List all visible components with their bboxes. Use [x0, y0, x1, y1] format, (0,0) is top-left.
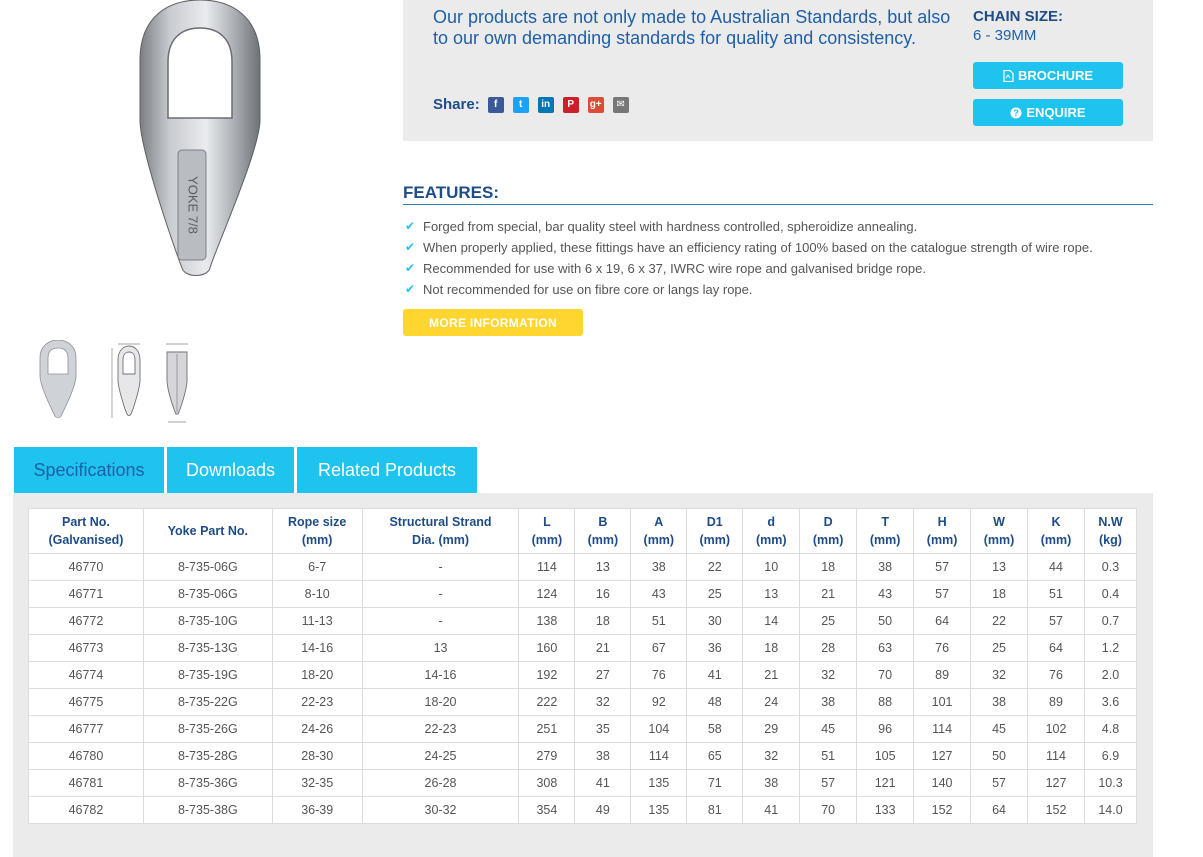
product-main-image [130, 0, 270, 280]
column-header-line: A [654, 515, 664, 529]
column-header [272, 509, 362, 554]
column-header [857, 509, 914, 554]
table-cell: 46781 [29, 770, 144, 797]
thumbnail-product-photo[interactable] [36, 340, 80, 418]
table-cell: 28-30 [272, 743, 362, 770]
column-header-line: (mm) [531, 533, 563, 547]
column-header-line: Structural Strand [389, 515, 492, 529]
table-row [29, 581, 1137, 608]
feature-item [405, 237, 1093, 258]
table-cell: 57 [800, 770, 857, 797]
column-header-line: D1 [706, 515, 723, 529]
tab-related-products[interactable]: Related Products [297, 447, 477, 493]
table-cell: - [362, 608, 519, 635]
table-cell: 88 [857, 689, 914, 716]
more-information-button[interactable]: MORE INFORMATION [403, 309, 583, 336]
table-cell: 14-16 [272, 635, 362, 662]
table-cell: 43 [631, 581, 687, 608]
feature-text: Recommended for use with 6 x 19, 6 x 37, IWRC wire rope and galvanised bridge rope. [423, 261, 926, 276]
table-cell: 124 [519, 581, 575, 608]
question-circle-icon [1010, 107, 1022, 119]
features-heading: FEATURES: [403, 183, 1153, 205]
table-cell: 308 [519, 770, 575, 797]
table-cell: 57 [914, 554, 971, 581]
table-cell: 13 [575, 554, 631, 581]
feature-item [405, 279, 1093, 300]
table-cell: 18 [971, 581, 1028, 608]
table-cell: 57 [1028, 608, 1085, 635]
chain-size-value: 6 - 39MM [973, 27, 1037, 44]
table-cell: 38 [857, 554, 914, 581]
table-cell: 41 [687, 662, 743, 689]
table-cell: 45 [800, 716, 857, 743]
table-cell: 44 [1028, 554, 1085, 581]
table-cell: 67 [631, 635, 687, 662]
twitter-icon[interactable]: t [513, 97, 529, 113]
table-cell: 38 [575, 743, 631, 770]
table-cell: 76 [1028, 662, 1085, 689]
table-cell: 76 [631, 662, 687, 689]
column-header-line: B [598, 515, 608, 529]
table-cell: 22 [971, 608, 1028, 635]
table-cell: 4.8 [1084, 716, 1136, 743]
tab-specifications[interactable]: Specifications [14, 447, 164, 493]
table-cell: 114 [914, 716, 971, 743]
svg-text:?: ? [1013, 107, 1020, 118]
column-header-line: K [1051, 515, 1061, 529]
table-cell: 41 [743, 797, 800, 824]
table-cell: 101 [914, 689, 971, 716]
column-header [362, 509, 519, 554]
table-cell: 36 [687, 635, 743, 662]
table-cell: 24 [743, 689, 800, 716]
table-cell: 18 [575, 608, 631, 635]
column-header [1084, 509, 1136, 554]
thumbnail-gallery [36, 340, 206, 425]
table-cell: 36-39 [272, 797, 362, 824]
table-cell: 22-23 [272, 689, 362, 716]
column-header [743, 509, 800, 554]
table-cell: - [362, 554, 519, 581]
feature-text: Forged from special, bar quality steel with hardness controlled, spheroidize annealing. [423, 219, 918, 234]
table-cell: 38 [631, 554, 687, 581]
table-cell: 121 [857, 770, 914, 797]
table-cell: 64 [914, 608, 971, 635]
table-cell: 222 [519, 689, 575, 716]
table-cell: 46772 [29, 608, 144, 635]
table-cell: 35 [575, 716, 631, 743]
share-icons [488, 97, 629, 113]
table-cell: 92 [631, 689, 687, 716]
facebook-icon[interactable]: f [488, 97, 504, 113]
table-cell: 26-28 [362, 770, 519, 797]
table-cell: 25 [971, 635, 1028, 662]
email-icon[interactable]: ✉ [613, 97, 629, 113]
table-cell: 0.7 [1084, 608, 1136, 635]
table-cell: 114 [631, 743, 687, 770]
table-cell: 24-26 [272, 716, 362, 743]
table-cell: 46774 [29, 662, 144, 689]
table-cell: 8-735-19G [143, 662, 272, 689]
specifications-table [28, 508, 1137, 824]
brochure-button[interactable] [973, 62, 1123, 89]
table-cell: 140 [914, 770, 971, 797]
chain-size [973, 8, 1063, 44]
table-cell: 3.6 [1084, 689, 1136, 716]
table-cell: 105 [857, 743, 914, 770]
table-cell: 160 [519, 635, 575, 662]
table-row [29, 554, 1137, 581]
table-cell: 8-735-13G [143, 635, 272, 662]
table-cell: 46773 [29, 635, 144, 662]
check-icon: ✔ [405, 240, 416, 254]
column-header-line: (mm) [301, 533, 333, 547]
brochure-button-label: BROCHURE [1017, 68, 1094, 83]
feature-item [405, 216, 1093, 237]
table-cell: 46775 [29, 689, 144, 716]
google-plus-icon[interactable]: g+ [588, 97, 604, 113]
table-cell: 46780 [29, 743, 144, 770]
table-cell: 0.3 [1084, 554, 1136, 581]
column-header-line: (mm) [699, 533, 731, 547]
table-cell: 102 [1028, 716, 1085, 743]
table-cell: 89 [914, 662, 971, 689]
column-header-line: Dia. (mm) [412, 533, 469, 547]
table-cell: 32 [575, 689, 631, 716]
table-cell: 133 [857, 797, 914, 824]
table-cell: 104 [631, 716, 687, 743]
table-cell: 27 [575, 662, 631, 689]
column-header-line: L [543, 515, 551, 529]
table-cell: 64 [971, 797, 1028, 824]
table-cell: 138 [519, 608, 575, 635]
table-cell: 29 [743, 716, 800, 743]
table-cell: 70 [857, 662, 914, 689]
table-cell: 114 [519, 554, 575, 581]
column-header-line: D [823, 515, 833, 529]
table-cell: 251 [519, 716, 575, 743]
column-header [1028, 509, 1085, 554]
chain-size-title: CHAIN SIZE: [973, 8, 1063, 25]
table-cell: 13 [971, 554, 1028, 581]
table-row [29, 635, 1137, 662]
column-header [575, 509, 631, 554]
table-cell: 64 [1028, 635, 1085, 662]
table-cell: 65 [687, 743, 743, 770]
table-cell: 114 [1028, 743, 1085, 770]
table-cell: 135 [631, 797, 687, 824]
table-cell: 48 [687, 689, 743, 716]
table-cell: 51 [800, 743, 857, 770]
table-row [29, 797, 1137, 824]
column-header-line: (mm) [869, 533, 901, 547]
features-list [405, 216, 1093, 300]
table-cell: 50 [857, 608, 914, 635]
feature-text: When properly applied, these fittings have an efficiency rating of 100% based on the catalogue strength of wire rope. [423, 240, 1093, 255]
table-cell: 18-20 [362, 689, 519, 716]
table-cell: 25 [687, 581, 743, 608]
table-row [29, 770, 1137, 797]
column-header-line: (kg) [1099, 533, 1122, 547]
table-cell: 32 [971, 662, 1028, 689]
table-cell: - [362, 581, 519, 608]
column-header-line: H [937, 515, 947, 529]
table-cell: 8-735-36G [143, 770, 272, 797]
column-header [143, 509, 272, 554]
feature-text: Not recommended for use on fibre core or langs lay rope. [423, 282, 753, 297]
pinterest-icon[interactable]: P [563, 97, 579, 113]
table-cell: 13 [362, 635, 519, 662]
column-header [800, 509, 857, 554]
table-cell: 152 [914, 797, 971, 824]
table-cell: 41 [575, 770, 631, 797]
enquire-button[interactable] [973, 99, 1123, 126]
table-cell: 51 [631, 608, 687, 635]
table-cell: 58 [687, 716, 743, 743]
table-cell: 18 [743, 635, 800, 662]
table-cell: 30-32 [362, 797, 519, 824]
table-cell: 22-23 [362, 716, 519, 743]
column-header [631, 509, 687, 554]
table-cell: 51 [1028, 581, 1085, 608]
table-row [29, 608, 1137, 635]
table-row [29, 662, 1137, 689]
column-header-line: N.W [1098, 515, 1123, 529]
table-cell: 10 [743, 554, 800, 581]
table-cell: 46777 [29, 716, 144, 743]
column-header-line: (mm) [926, 533, 958, 547]
table-cell: 76 [914, 635, 971, 662]
table-cell: 81 [687, 797, 743, 824]
column-header-line: d [767, 515, 776, 529]
table-cell: 46770 [29, 554, 144, 581]
table-cell: 24-25 [362, 743, 519, 770]
table-cell: 70 [800, 797, 857, 824]
product-intro-text: Our products are not only made to Australian Standards, but also to our own demanding standards for quality and consistency. [433, 7, 951, 48]
pdf-file-icon [1003, 70, 1014, 82]
table-cell: 18 [800, 554, 857, 581]
table-cell: 279 [519, 743, 575, 770]
feature-item [405, 258, 1093, 279]
table-row [29, 716, 1137, 743]
table-row [29, 689, 1137, 716]
table-cell: 8-735-06G [143, 581, 272, 608]
check-icon: ✔ [405, 282, 416, 296]
table-cell: 1.2 [1084, 635, 1136, 662]
table-cell: 2.0 [1084, 662, 1136, 689]
table-cell: 14.0 [1084, 797, 1136, 824]
check-icon: ✔ [405, 261, 416, 275]
share-label: Share: [433, 96, 480, 113]
column-header-line: (mm) [1040, 533, 1072, 547]
table-cell: 71 [687, 770, 743, 797]
column-header-line: (mm) [812, 533, 844, 547]
table-body [29, 554, 1137, 824]
share-bar [433, 96, 629, 113]
table-cell: 8-10 [272, 581, 362, 608]
table-cell: 10.3 [1084, 770, 1136, 797]
column-header-line: Part No. [61, 515, 110, 529]
table-cell: 32-35 [272, 770, 362, 797]
table-cell: 152 [1028, 797, 1085, 824]
table-cell: 46771 [29, 581, 144, 608]
table-cell: 0.4 [1084, 581, 1136, 608]
table-cell: 32 [743, 743, 800, 770]
table-cell: 46782 [29, 797, 144, 824]
table-cell: 38 [743, 770, 800, 797]
table-cell: 354 [519, 797, 575, 824]
table-cell: 21 [800, 581, 857, 608]
table-cell: 57 [971, 770, 1028, 797]
table-cell: 22 [687, 554, 743, 581]
table-cell: 13 [743, 581, 800, 608]
table-cell: 127 [914, 743, 971, 770]
table-cell: 14 [743, 608, 800, 635]
table-cell: 89 [1028, 689, 1085, 716]
table-cell: 25 [800, 608, 857, 635]
table-cell: 8-735-26G [143, 716, 272, 743]
table-cell: 21 [743, 662, 800, 689]
column-header [29, 509, 144, 554]
table-cell: 6.9 [1084, 743, 1136, 770]
product-info-box [403, 0, 1153, 141]
column-header [971, 509, 1028, 554]
table-cell: 16 [575, 581, 631, 608]
column-header-line: W [993, 515, 1005, 529]
table-cell: 8-735-28G [143, 743, 272, 770]
linkedin-icon[interactable]: in [538, 97, 554, 113]
table-cell: 8-735-38G [143, 797, 272, 824]
table-cell: 8-735-06G [143, 554, 272, 581]
table-cell: 49 [575, 797, 631, 824]
column-header-line: Rope size [288, 515, 347, 529]
table-cell: 127 [1028, 770, 1085, 797]
table-cell: 32 [800, 662, 857, 689]
specifications-panel [13, 493, 1153, 857]
column-header-line: (Galvanised) [48, 533, 124, 547]
table-row [29, 743, 1137, 770]
column-header-line: T [881, 515, 889, 529]
table-cell: 30 [687, 608, 743, 635]
table-cell: 8-735-22G [143, 689, 272, 716]
table-cell: 14-16 [362, 662, 519, 689]
table-cell: 8-735-10G [143, 608, 272, 635]
table-cell: 28 [800, 635, 857, 662]
table-cell: 50 [971, 743, 1028, 770]
table-cell: 135 [631, 770, 687, 797]
table-cell: 38 [800, 689, 857, 716]
table-header-row [29, 509, 1137, 554]
table-cell: 96 [857, 716, 914, 743]
column-header-line: (mm) [643, 533, 675, 547]
column-header [519, 509, 575, 554]
column-header-line: (mm) [755, 533, 787, 547]
column-header-line: (mm) [983, 533, 1015, 547]
tab-downloads[interactable]: Downloads [167, 447, 294, 493]
table-cell: 18-20 [272, 662, 362, 689]
table-cell: 63 [857, 635, 914, 662]
enquire-button-label: ENQUIRE [1026, 105, 1086, 120]
product-marking: YOKE 7/8 [185, 176, 201, 234]
table-cell: 21 [575, 635, 631, 662]
column-header [914, 509, 971, 554]
table-cell: 192 [519, 662, 575, 689]
thumbnail-technical-drawing[interactable] [106, 340, 196, 425]
tab-bar [14, 447, 477, 493]
table-cell: 43 [857, 581, 914, 608]
table-cell: 57 [914, 581, 971, 608]
column-header-line: Yoke Part No. [167, 524, 248, 538]
table-cell: 38 [971, 689, 1028, 716]
check-icon: ✔ [405, 219, 416, 233]
column-header-line: (mm) [587, 533, 619, 547]
column-header [687, 509, 743, 554]
table-cell: 45 [971, 716, 1028, 743]
table-cell: 11-13 [272, 608, 362, 635]
table-cell: 6-7 [272, 554, 362, 581]
